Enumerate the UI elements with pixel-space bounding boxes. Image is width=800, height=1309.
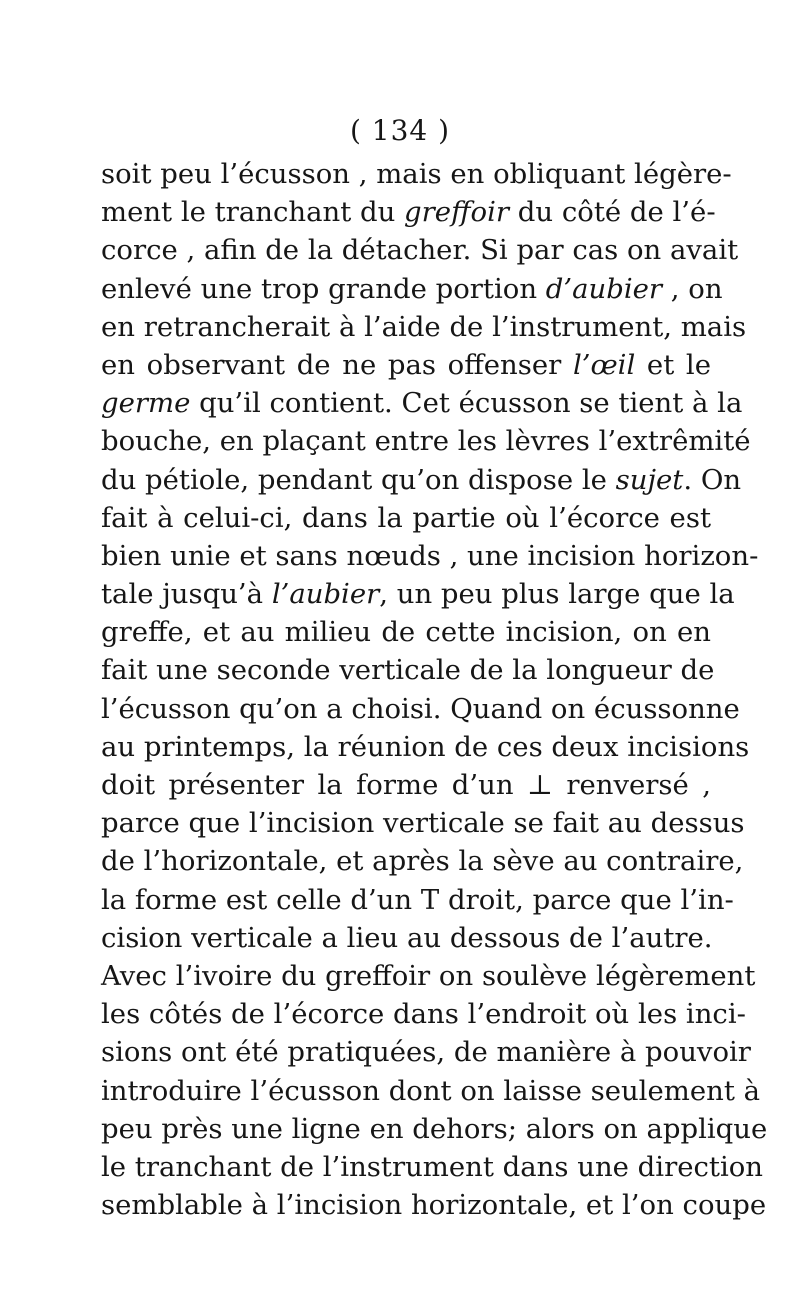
text-segment: sions ont été pratiquées, de manière à pouvoir bbox=[101, 1036, 751, 1069]
text-line bbox=[101, 231, 739, 269]
text-segment: au printemps, la réunion de ces deux incisions bbox=[101, 730, 750, 763]
text-segment: et le bbox=[635, 348, 711, 381]
text-segment: les côtés de l’écorce dans l’endroit où les inci- bbox=[101, 998, 746, 1031]
text-line bbox=[101, 270, 723, 308]
text-line bbox=[101, 537, 759, 575]
text-segment: , un peu plus large que la bbox=[379, 578, 735, 611]
text-line bbox=[101, 155, 732, 193]
text-line bbox=[101, 1186, 767, 1224]
text-line bbox=[101, 1148, 764, 1186]
text-segment: le tranchant de l’instrument dans une direction bbox=[101, 1150, 764, 1183]
text-line bbox=[101, 728, 750, 766]
text-line bbox=[101, 957, 756, 995]
text-segment: . On bbox=[683, 463, 742, 496]
text-segment: ment le tranchant du bbox=[101, 196, 405, 229]
text-line bbox=[101, 881, 734, 919]
text-line bbox=[101, 651, 715, 689]
text-line bbox=[101, 422, 751, 460]
text-line bbox=[101, 1110, 768, 1148]
text-segment: en observant de ne pas offenser bbox=[101, 348, 573, 381]
text-line bbox=[101, 384, 743, 422]
text-segment: de l’horizontale, et après la sève au contraire, bbox=[101, 845, 744, 878]
text-segment: enlevé une trop grande portion bbox=[101, 272, 546, 305]
text-segment: doit présenter la forme d’un ⊥ renversé , bbox=[101, 769, 711, 801]
text-segment: peu près une ligne en dehors; alors on applique bbox=[101, 1112, 768, 1145]
text-segment: semblable à l’incision horizontale, et l’on coupe bbox=[101, 1189, 767, 1222]
text-line bbox=[101, 308, 747, 346]
text-segment: , on bbox=[662, 272, 723, 305]
text-line bbox=[101, 919, 711, 957]
text-segment: l’écusson qu’on a choisi. Quand on écussonne bbox=[101, 692, 740, 725]
italic-term: sujet bbox=[615, 463, 684, 496]
page-number: ( 134 ) bbox=[349, 114, 451, 147]
text-segment: qu’il contient. Cet écusson se tient à la bbox=[190, 387, 743, 420]
text-segment: soit peu l’écusson , mais en obliquant légère- bbox=[101, 158, 732, 190]
text-line bbox=[101, 613, 711, 651]
text-segment: tale jusqu’à bbox=[101, 578, 272, 611]
text-line bbox=[101, 995, 746, 1033]
text-segment: en retrancherait à l’aide de l’instrument, mais bbox=[101, 310, 747, 343]
text-segment: fait une seconde verticale de la longueur de bbox=[101, 654, 715, 687]
text-segment: greffe, et au milieu de cette incision, on en bbox=[101, 616, 711, 649]
italic-term: greffoir bbox=[404, 196, 510, 229]
text-line bbox=[101, 690, 740, 728]
text-segment: introduire l’écusson dont on laisse seulement à bbox=[101, 1074, 761, 1107]
italic-term: l’œil bbox=[572, 348, 636, 381]
text-line bbox=[101, 346, 711, 384]
text-line bbox=[101, 1072, 761, 1110]
text-line bbox=[101, 575, 735, 613]
text-line bbox=[101, 193, 716, 231]
text-segment: Avec l’ivoire du greffoir on soulève légèrement bbox=[101, 959, 756, 992]
text-segment: parce que l’incision verticale se fait au dessus bbox=[101, 807, 745, 840]
italic-term: germe bbox=[101, 387, 191, 420]
text-segment: la forme est celle d’un T droit, parce que l’in- bbox=[101, 883, 734, 916]
text-segment: cision verticale a lieu au dessous de l’autre. bbox=[101, 921, 713, 954]
text-segment: bien unie et sans nœuds , une incision horizon- bbox=[101, 539, 759, 572]
text-line bbox=[101, 766, 711, 804]
text-segment: fait à celui-ci, dans la partie où l’écorce est bbox=[101, 501, 711, 534]
text-line bbox=[101, 842, 744, 880]
italic-term: d’aubier bbox=[545, 272, 663, 305]
text-line bbox=[101, 499, 711, 537]
text-segment: corce , afin de la détacher. Si par cas on avait bbox=[101, 234, 739, 267]
text-segment: du pétiole, pendant qu’on dispose le bbox=[101, 463, 616, 496]
body-text bbox=[101, 155, 768, 1224]
text-segment: bouche, en plaçant entre les lèvres l’extrêmité bbox=[101, 425, 751, 458]
text-line bbox=[101, 461, 742, 499]
italic-term: l’aubier bbox=[271, 578, 380, 611]
text-line bbox=[101, 1033, 751, 1071]
text-line bbox=[101, 804, 745, 842]
text-segment: du côté de l’é- bbox=[509, 196, 716, 229]
